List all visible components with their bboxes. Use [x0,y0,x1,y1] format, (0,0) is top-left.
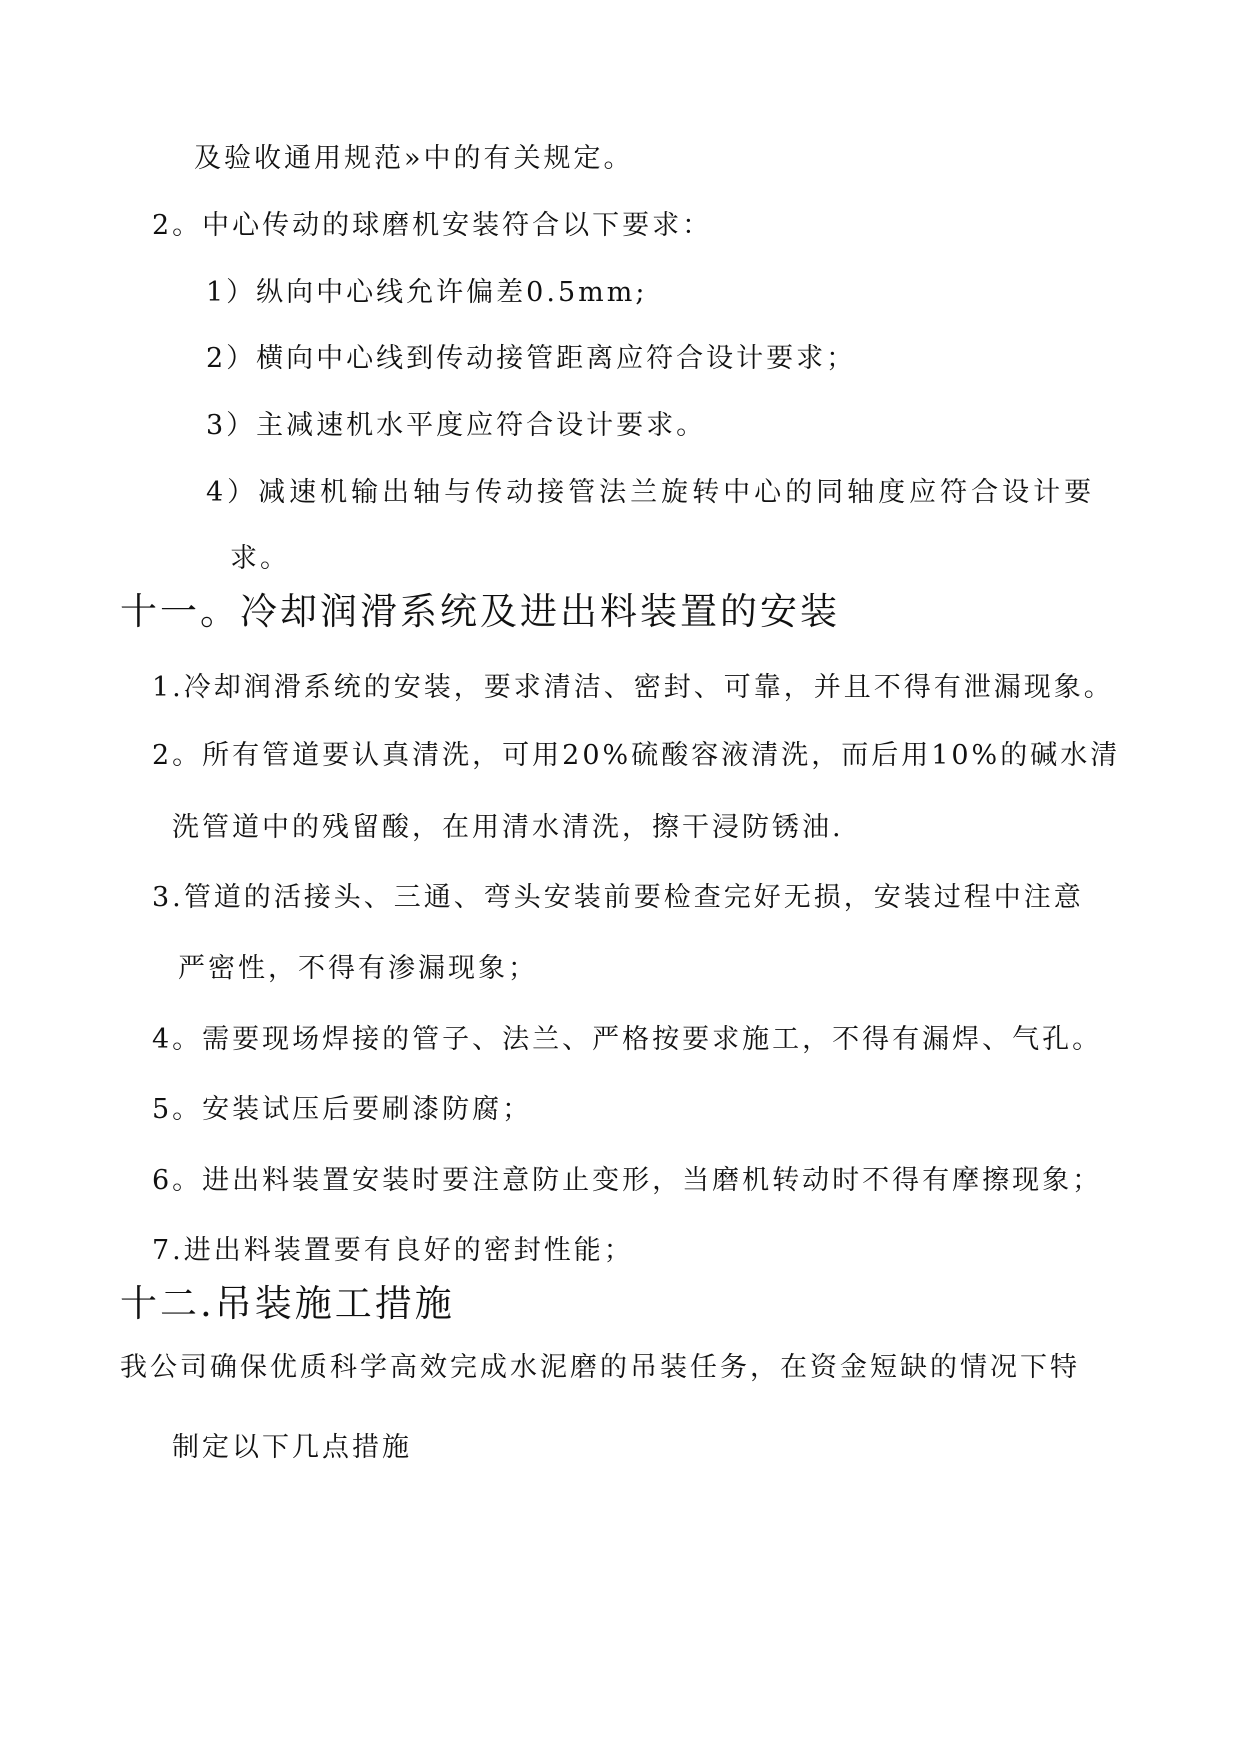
text-line: 制定以下几点措施 [172,1432,412,1463]
section-heading: 十一。冷却润滑系统及进出料装置的安装 [120,590,840,633]
list-item: 3）主减速机水平度应符合设计要求。 [206,410,707,441]
list-item: 7.进出料装置要有良好的密封性能； [152,1235,634,1266]
list-item: 5。安装试压后要刷漆防腐； [152,1094,533,1125]
text-line: 及验收通用规范»中的有关规定。 [194,143,634,174]
list-item: 2）横向中心线到传动接管距离应符合设计要求； [206,343,857,374]
list-item: 4。需要现场焊接的管子、法兰、严格按要求施工，不得有漏焊、气孔。 [152,1024,1103,1055]
list-item: 2。中心传动的球磨机安装符合以下要求： [152,210,713,241]
list-item: 2。所有管道要认真清洗，可用20%硫酸容液清洗，而后用10%的碱水清 [152,740,1121,771]
list-item: 1.冷却润滑系统的安装，要求清洁、密封、可靠，并且不得有泄漏现象。 [152,672,1114,703]
list-item: 3.管道的活接头、三通、弯头安装前要检查完好无损，安装过程中注意 [152,882,1084,913]
text-line: 我公司确保优质科学高效完成水泥磨的吊装任务，在资金短缺的情况下特 [120,1352,1080,1383]
text-line: 严密性，不得有渗漏现象； [178,953,538,984]
list-item: 1）纵向中心线允许偏差0.5mm; [206,277,648,308]
section-heading: 十二.吊装施工措施 [120,1282,455,1325]
list-item: 4）减速机输出轴与传动接管法兰旋转中心的同轴度应符合设计要 [206,477,1096,508]
text-line: 求。 [230,543,290,574]
text-line: 洗管道中的残留酸，在用清水清洗，擦干浸防锈油. [172,812,844,843]
list-item: 6。进出料装置安装时要注意防止变形，当磨机转动时不得有摩擦现象； [152,1165,1103,1196]
